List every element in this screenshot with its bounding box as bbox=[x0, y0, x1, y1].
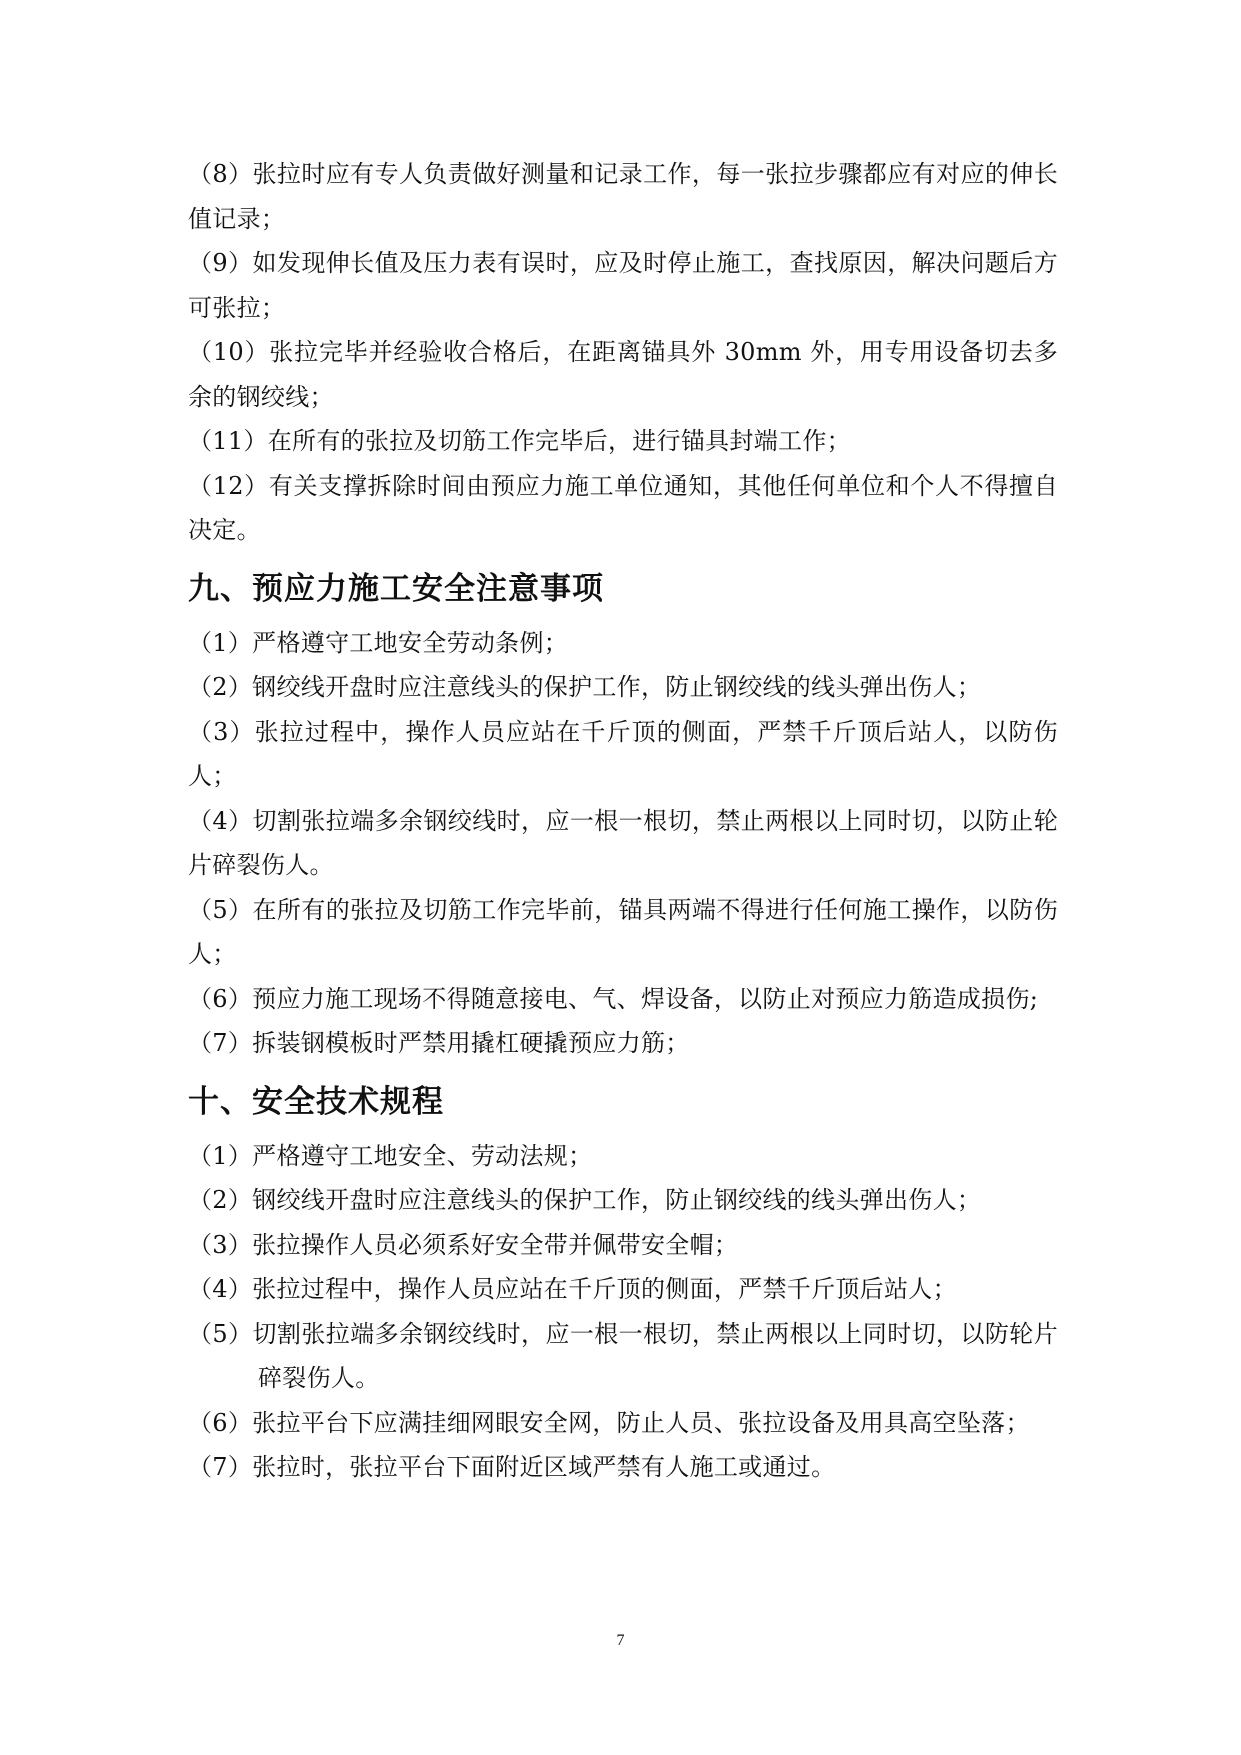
list-item: （2）钢绞线开盘时应注意线头的保护工作，防止钢绞线的线头弹出伤人； bbox=[188, 673, 982, 701]
list-item: （9）如发现伸长值及压力表有误时，应及时停止施工，查找原因，解决问题后方可张拉； bbox=[188, 249, 1058, 322]
list-item: （1）严格遵守工地安全、劳动法规； bbox=[188, 1141, 593, 1170]
section-heading-safety-regulations: 十、安全技术规程 bbox=[188, 1083, 444, 1120]
list-item: （2）钢绞线开盘时应注意线头的保护工作，防止钢绞线的线头弹出伤人； bbox=[188, 1186, 982, 1214]
list-item: （6）张拉平台下应满挂细网眼安全网，防止人员、张拉设备及用具高空坠落； bbox=[188, 1408, 1030, 1437]
list-item: （8）张拉时应有专人负责做好测量和记录工作，每一张拉步骤都应有对应的伸长值记录； bbox=[188, 160, 1058, 233]
section-heading-safety-precautions: 九、预应力施工安全注意事项 bbox=[188, 570, 604, 607]
page-number: 7 bbox=[616, 1632, 625, 1649]
list-item: （4）切割张拉端多余钢绞线时，应一根一根切，禁止两根以上同时切，以防止轮片碎裂伤人。 bbox=[188, 806, 1058, 879]
list-item: （12）有关支撑拆除时间由预应力施工单位通知，其他任何单位和个人不得擅自决定。 bbox=[188, 471, 1058, 544]
list-item: （1）严格遵守工地安全劳动条例； bbox=[188, 628, 569, 657]
list-item: （4）张拉过程中，操作人员应站在千斤顶的侧面，严禁千斤顶后站人； bbox=[188, 1275, 957, 1303]
list-item: （3）张拉过程中，操作人员应站在千斤顶的侧面，严禁千斤顶后站人，以防伤人； bbox=[188, 717, 1058, 790]
document-page bbox=[188, 152, 1058, 1490]
list-item: （11）在所有的张拉及切筋工作完毕后，进行锚具封端工作； bbox=[188, 427, 851, 455]
list-item: （5）在所有的张拉及切筋工作完毕前，锚具两端不得进行任何施工操作，以防伤人； bbox=[188, 895, 1058, 968]
list-item: （3）张拉操作人员必须系好安全带并佩带安全帽； bbox=[188, 1230, 739, 1259]
list-item: （7）张拉时，张拉平台下面附近区域严禁有人施工或通过。 bbox=[188, 1453, 836, 1481]
list-item: （7）拆装钢模板时严禁用撬杠硬撬预应力筋； bbox=[188, 1029, 690, 1057]
list-item: （10）张拉完毕并经验收合格后，在距离锚具外 30mm 外，用专用设备切去多余的钢绞线； bbox=[188, 338, 1058, 411]
list-item: （5）切割张拉端多余钢绞线时，应一根一根切，禁止两根以上同时切，以防轮片碎裂伤人。 bbox=[188, 1319, 1058, 1392]
list-item: （6）预应力施工现场不得随意接电、气、焊设备，以防止对预应力筋造成损伤; bbox=[188, 984, 1039, 1013]
